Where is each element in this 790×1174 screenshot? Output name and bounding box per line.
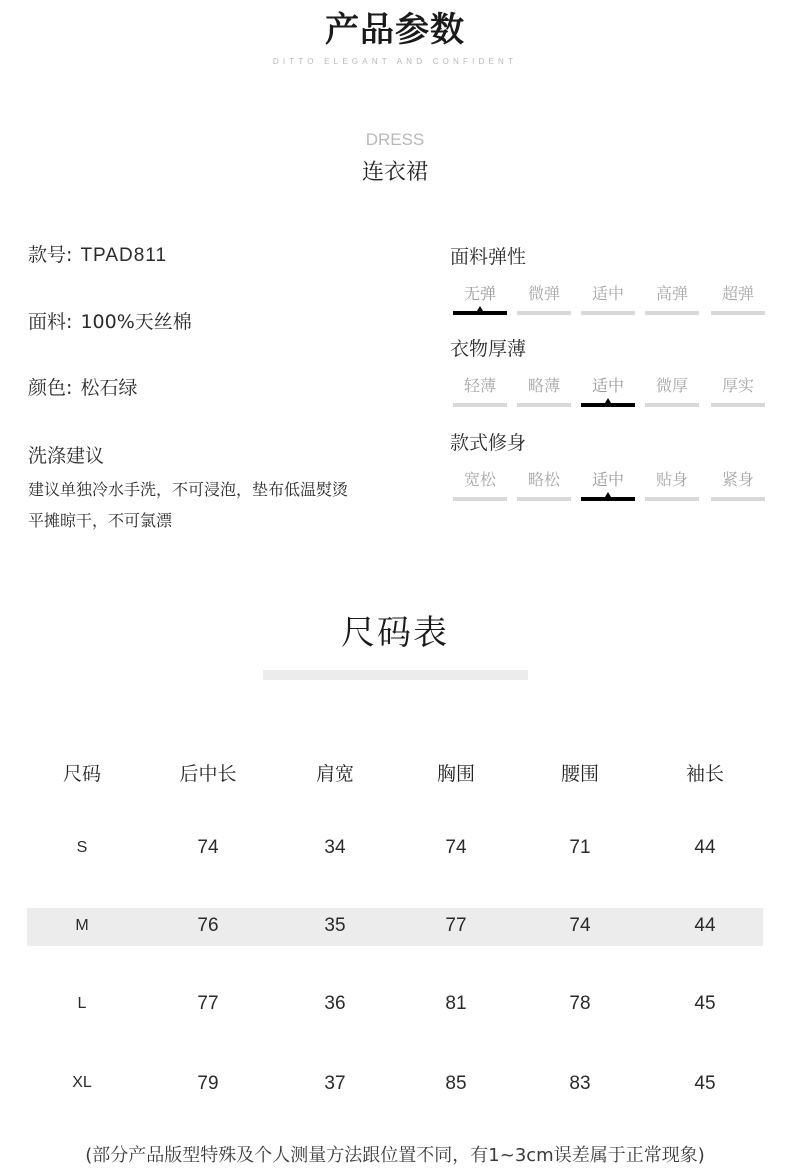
table-cell: 44 bbox=[694, 915, 716, 936]
attr-option-bar bbox=[711, 403, 765, 407]
care-line: 平摊晾干，不可氯漂 bbox=[28, 511, 173, 530]
attr-option-bar bbox=[581, 497, 635, 501]
attr-title-thickness: 衣物厚薄 bbox=[450, 338, 527, 360]
attr-option-bar bbox=[517, 311, 571, 315]
attr-option bbox=[711, 283, 765, 315]
fabric-label: 面料: bbox=[28, 311, 73, 333]
table-header-cell: 袖长 bbox=[685, 763, 724, 785]
table-cell: 74 bbox=[569, 915, 591, 936]
attr-option-bar bbox=[453, 311, 507, 315]
attr-option-label: 超弹 bbox=[721, 284, 754, 303]
table-cell: 37 bbox=[324, 1073, 346, 1094]
attr-option-bar bbox=[711, 497, 765, 501]
table-cell: 79 bbox=[197, 1073, 219, 1094]
attr-option bbox=[645, 283, 699, 315]
page-subtitle: DITTO ELEGANT AND CONFIDENT bbox=[272, 57, 518, 66]
table-cell: 83 bbox=[569, 1073, 591, 1094]
table-header-cell: 胸围 bbox=[436, 763, 475, 785]
table-cell: 74 bbox=[445, 837, 467, 858]
color-row bbox=[28, 373, 137, 400]
attr-option bbox=[581, 283, 635, 315]
attr-option bbox=[581, 469, 635, 501]
attr-option bbox=[517, 375, 571, 407]
table-cell: XL bbox=[72, 1074, 92, 1091]
table-cell: 77 bbox=[445, 915, 467, 936]
table-cell: 45 bbox=[694, 993, 716, 1014]
attr-option bbox=[517, 469, 571, 501]
table-cell: L bbox=[77, 995, 87, 1012]
attr-option bbox=[645, 375, 699, 407]
attr-option bbox=[453, 283, 507, 315]
table-cell: 35 bbox=[324, 915, 346, 936]
size-chart-divider bbox=[263, 670, 528, 680]
attr-option bbox=[711, 469, 765, 501]
table-cell: 76 bbox=[197, 915, 219, 936]
page-title: 产品参数 bbox=[325, 10, 465, 50]
attr-option-bar bbox=[581, 311, 635, 315]
attr-option-label: 无弹 bbox=[463, 284, 496, 303]
attr-option bbox=[711, 375, 765, 407]
style-number-value: TPAD811 bbox=[80, 245, 168, 266]
attr-option bbox=[453, 375, 507, 407]
attr-option-label: 略松 bbox=[527, 470, 560, 489]
attr-option-bar bbox=[645, 403, 699, 407]
attr-option bbox=[517, 283, 571, 315]
category-english: DRESS bbox=[365, 130, 425, 149]
care-title: 洗涤建议 bbox=[28, 445, 105, 467]
table-cell: 71 bbox=[569, 837, 591, 858]
table-header-cell: 尺码 bbox=[62, 763, 101, 785]
table-cell: 34 bbox=[324, 837, 346, 858]
table-cell: 74 bbox=[197, 837, 219, 858]
size-chart-footnote: (部分产品版型特殊及个人测量方法跟位置不同，有1~3cm误差属于正常现象) bbox=[85, 1145, 705, 1166]
attr-option-label: 厚实 bbox=[721, 376, 754, 395]
color-label: 颜色: bbox=[28, 377, 73, 399]
table-header-cell: 肩宽 bbox=[315, 763, 354, 785]
attr-option-bar bbox=[645, 311, 699, 315]
fabric-row bbox=[28, 307, 192, 334]
attr-option-label: 高弹 bbox=[655, 284, 688, 303]
table-header-cell: 腰围 bbox=[560, 763, 599, 785]
fabric-value: 100%天丝棉 bbox=[80, 311, 192, 333]
table-cell: 44 bbox=[694, 837, 716, 858]
attr-option-label: 适中 bbox=[591, 376, 624, 395]
table-cell: 81 bbox=[445, 993, 467, 1014]
attr-option-label: 贴身 bbox=[655, 470, 688, 489]
table-cell: 77 bbox=[197, 993, 219, 1014]
style-number-label: 款号: bbox=[28, 244, 73, 266]
attr-option-label: 微厚 bbox=[655, 376, 688, 395]
attr-option-bar bbox=[453, 497, 507, 501]
table-cell: 85 bbox=[445, 1073, 467, 1094]
attr-option-label: 适中 bbox=[591, 284, 624, 303]
attr-option-bar bbox=[645, 497, 699, 501]
attr-option-bar bbox=[517, 403, 571, 407]
table-cell: 78 bbox=[569, 993, 591, 1014]
attr-option-label: 微弹 bbox=[527, 284, 560, 303]
attr-title-stretch: 面料弹性 bbox=[450, 246, 527, 268]
attr-option-label: 略薄 bbox=[527, 376, 560, 395]
attr-option-label: 适中 bbox=[591, 470, 624, 489]
color-value: 松石绿 bbox=[80, 377, 138, 399]
attr-option-bar bbox=[453, 403, 507, 407]
attr-option bbox=[581, 375, 635, 407]
care-line: 建议单独冷水手洗，不可浸泡，垫布低温熨烫 bbox=[28, 480, 349, 499]
attr-option bbox=[645, 469, 699, 501]
table-cell: 45 bbox=[694, 1073, 716, 1094]
table-cell: M bbox=[75, 917, 89, 934]
attr-option bbox=[453, 469, 507, 501]
size-chart-title: 尺码表 bbox=[341, 613, 449, 653]
table-cell: 36 bbox=[324, 993, 346, 1014]
table-header-cell: 后中长 bbox=[179, 763, 237, 785]
table-cell: S bbox=[76, 839, 88, 856]
attr-option-bar bbox=[517, 497, 571, 501]
style-number-row bbox=[28, 240, 167, 267]
attr-option-label: 轻薄 bbox=[463, 376, 496, 395]
attr-option-bar bbox=[581, 403, 635, 407]
attr-option-bar bbox=[711, 311, 765, 315]
attr-title-fit: 款式修身 bbox=[450, 432, 527, 454]
attr-option-label: 宽松 bbox=[463, 470, 496, 489]
attr-option-label: 紧身 bbox=[721, 470, 754, 489]
category-chinese: 连衣裙 bbox=[361, 160, 428, 185]
